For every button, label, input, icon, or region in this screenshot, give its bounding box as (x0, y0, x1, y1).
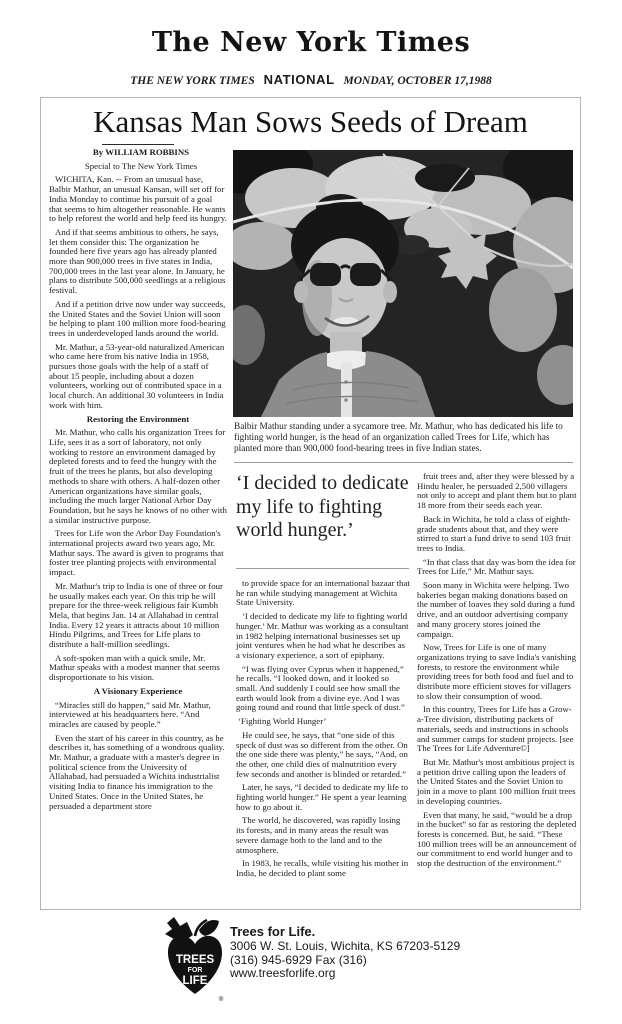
headline: Kansas Man Sows Seeds of Dream (93, 104, 528, 139)
article-paragraph: Mr. Mathur, who calls his organization Trees for Life, sees it as a sort of laboratory, not only working to restore an environment damaged by depleted forests and to feed the hungry with the fruit of the trees he plants, but also developing methods to share with others. A half-dozen other American organizations have similar goals, including the much larger National Arbor Day Foundation, but he says he knows of no other with a similar instructive purpose. (49, 427, 227, 525)
section-subhead: A Visionary Experience (93, 685, 183, 696)
sycamore-photo (233, 150, 573, 417)
article-paragraph: “Miracles still do happen,” said Mr. Mathur, interviewed at his headquarters here. “And miracles are caused by people.” (49, 699, 211, 729)
section-subhead: Restoring the Environment (86, 413, 190, 424)
inline-subhead: ‘Fighting World Hunger’ (238, 716, 327, 727)
byline: By WILLIAM ROBBINS (92, 147, 190, 157)
edition-section: NATIONAL (263, 72, 335, 87)
masthead-brand: The New York Times (151, 27, 471, 58)
article-paragraph: And if a petition drive now under way succeeds, the United States and the Soviet Union will soon be helping to plant 100 million more food-bearing trees in underdeveloped lands around the world. (49, 298, 226, 338)
article-paragraph: fruit trees and, after they were blessed by a Hindu healer, he persuaded 2,500 villagers not only to accept and plant them but to plant 18 more from their seeds each year. (417, 471, 577, 511)
svg-text:LIFE: LIFE (182, 975, 208, 987)
footer-contact-block (230, 925, 460, 981)
edition-paper: THE NEW YORK TIMES (130, 75, 255, 87)
photo-caption: Balbir Mathur standing under a sycamore tree. Mr. Mathur, who has dedicated his life to fighting world hunger, is the head of an organization called Trees for Life, which has planted more than 900,000 food-bearing trees in five Indian states. (234, 422, 563, 454)
pull-quote: ‘I decided to dedicate my life to fighting world hunger.’ (236, 472, 409, 541)
pull-quote-divider (236, 568, 409, 569)
footer-org-name: Trees for Life. (230, 924, 316, 939)
trees-for-life-logo (163, 913, 227, 1009)
article-paragraph: The world, he discovered, was rapidly losing its forests, and in many areas the result was severe damage both to the land and to the atmosphere. (236, 815, 401, 855)
article-paragraph: Later, he says, “I decided to dedicate my life to fighting world hunger.” He spent a year learning how to go about it. (236, 782, 408, 812)
article-paragraph: In this country, Trees for Life has a Grow-a-Tree division, distributing packets of materials, seeds and instructions in schools and summer camps for student projects. [see The Trees for Life Adventure©] (417, 704, 574, 754)
svg-text:TREES: TREES (175, 954, 215, 966)
footer-address: 3006 W. St. Louis, Wichita, KS 67203-5129 (230, 939, 461, 953)
article-paragraph: Soon many in Wichita were helping. Two bakeries began making donations based on the number of loaves they sold during a fund drive, and an outdoor advertising company and many grocery stores joined the campaign. (417, 580, 575, 639)
left-column (49, 144, 227, 815)
article-paragraph: WICHITA, Kan. -- From an unusual base, Balbir Mathur, an unusual Kansan, will set off for India Monday to continue his pursuit of a goal that seems to him altogether reasonable. He wants to help reforest the world and help feed its hungry. (49, 174, 227, 224)
article-paragraph: to provide space for an international bazaar that he ran while studying management at Wichita State University. (236, 578, 410, 608)
article-paragraph: And if that seems ambitious to others, he says, let them consider this: The organization he founded here five years ago has already planted more than 900,000 trees in five states in India, 700,000 trees in the last year alone. In January, he plans to distribute 500,000 seedlings at a religious festival. (49, 226, 226, 296)
apple-heart-logo-icon (163, 913, 227, 1009)
footer-phone-fax: (316) 945-6929 Fax (316) (230, 952, 367, 967)
edition-line (0, 72, 622, 87)
right-column (417, 472, 577, 873)
article-paragraph: A soft-spoken man with a quick smile, Mr. Mathur speaks with a modest manner that seems disproportionate to his vision. (49, 652, 220, 683)
article-paragraph: Trees for Life won the Arbor Day Foundation's international projects award two years ago, Mr. Mathur says. The award is given to programs that foster tree planting projects with environmental impact. (49, 528, 224, 578)
caption-divider (234, 462, 573, 463)
middle-column (236, 579, 410, 883)
article-paragraph: Even the start of his career in this country, as he describes it, has something of a wondrous quality. Mr. Mathur, a graduate with a master's degree in political science from the University of Allahabad, had persuaded a Wichita industrialist visiting India to finance his immigration to the United States. Once in the United States, he persuaded a department store (49, 732, 225, 811)
article-paragraph: Now, Trees for Life is one of many organizations trying to save India's vanishing forests, to restore the environment while providing trees for both food and fuel and to distribute more efficient stoves for villagers to slow their consumption of wood. (417, 642, 577, 701)
article-paragraph: But Mr. Mathur's most ambitious project is a petition drive calling upon the leaders of the United States and the Soviet Union to join in a move to plant 100 million fruit trees in developing countries. (417, 756, 576, 806)
footer-website: www.treesforlife.org (230, 966, 336, 980)
article-paragraph: Back in Wichita, he told a class of eighth-grade students about that, and they were stirred to start a fund drive to send 103 fruit trees to India. (417, 513, 571, 553)
article-paragraph: He could see, he says, that “one side of this speck of dust was so different from the other. On the one side there was plenty,” he says, “And, on the other, one child dies of malnutrition every few seconds and another is blinded or retarded.” (236, 729, 408, 779)
edition-date: MONDAY, OCTOBER 17,1988 (343, 75, 492, 87)
article-box (40, 97, 581, 910)
article-paragraph: ‘I decided to dedicate my life to fighting world hunger.’ Mr. Mathur was working as a consultant in 1982 helping international businesses set up joint ventures when he had what he describes as a visionary experience, a sort of epiphany. (236, 611, 409, 660)
byline-rule (102, 144, 174, 145)
article-paragraph: Even that many, he said, “would be a drop in the bucket” so far as restoring the depleted forests is concerned. But, he said. “These 100 million trees will be an announcement of our commitment to end world hunger and to stop the destruction of the environment.” (417, 809, 577, 869)
byline-tagline: Special to The New York Times (84, 160, 198, 171)
registered-mark: ® (218, 996, 224, 1003)
article-paragraph: “In that class that day was born the idea for Trees for Life,” Mr. Mathur says. (417, 556, 576, 577)
svg-text:FOR: FOR (187, 967, 203, 974)
article-paragraph: Mr. Mathur, a 53-year-old naturalized American who came here from his native India in 1958, pursues those goals with the help of a staff of about 15 people, including about a dozen volunteers, working out of contributed space in a local church. An additional 30 volunteers in India work with him. (49, 341, 225, 410)
article-paragraph: Mr. Mathur's trip to India is one of three or four he usually makes each year. On this trip he will prepare for the three-week religious fair Kumbh Mela, that begins Jan. 14 at Allahabad in central India. Every 12 years it attracts about 10 million Hindu Pilgrims, and Trees for Life plans to distribute a half-million seedlings. (49, 580, 223, 650)
article-paragraph: “I was flying over Cyprus when it happened,” he recalls. “I looked down, and it looked so small. And suddenly I could see how small the earth would look from a divine eye. And I was going round and round that little speck of dust.” (236, 663, 405, 713)
article-paragraph: In 1983, he recalls, while visiting his mother in India, he decided to plant some (236, 858, 409, 878)
photo-illustration (233, 150, 573, 417)
